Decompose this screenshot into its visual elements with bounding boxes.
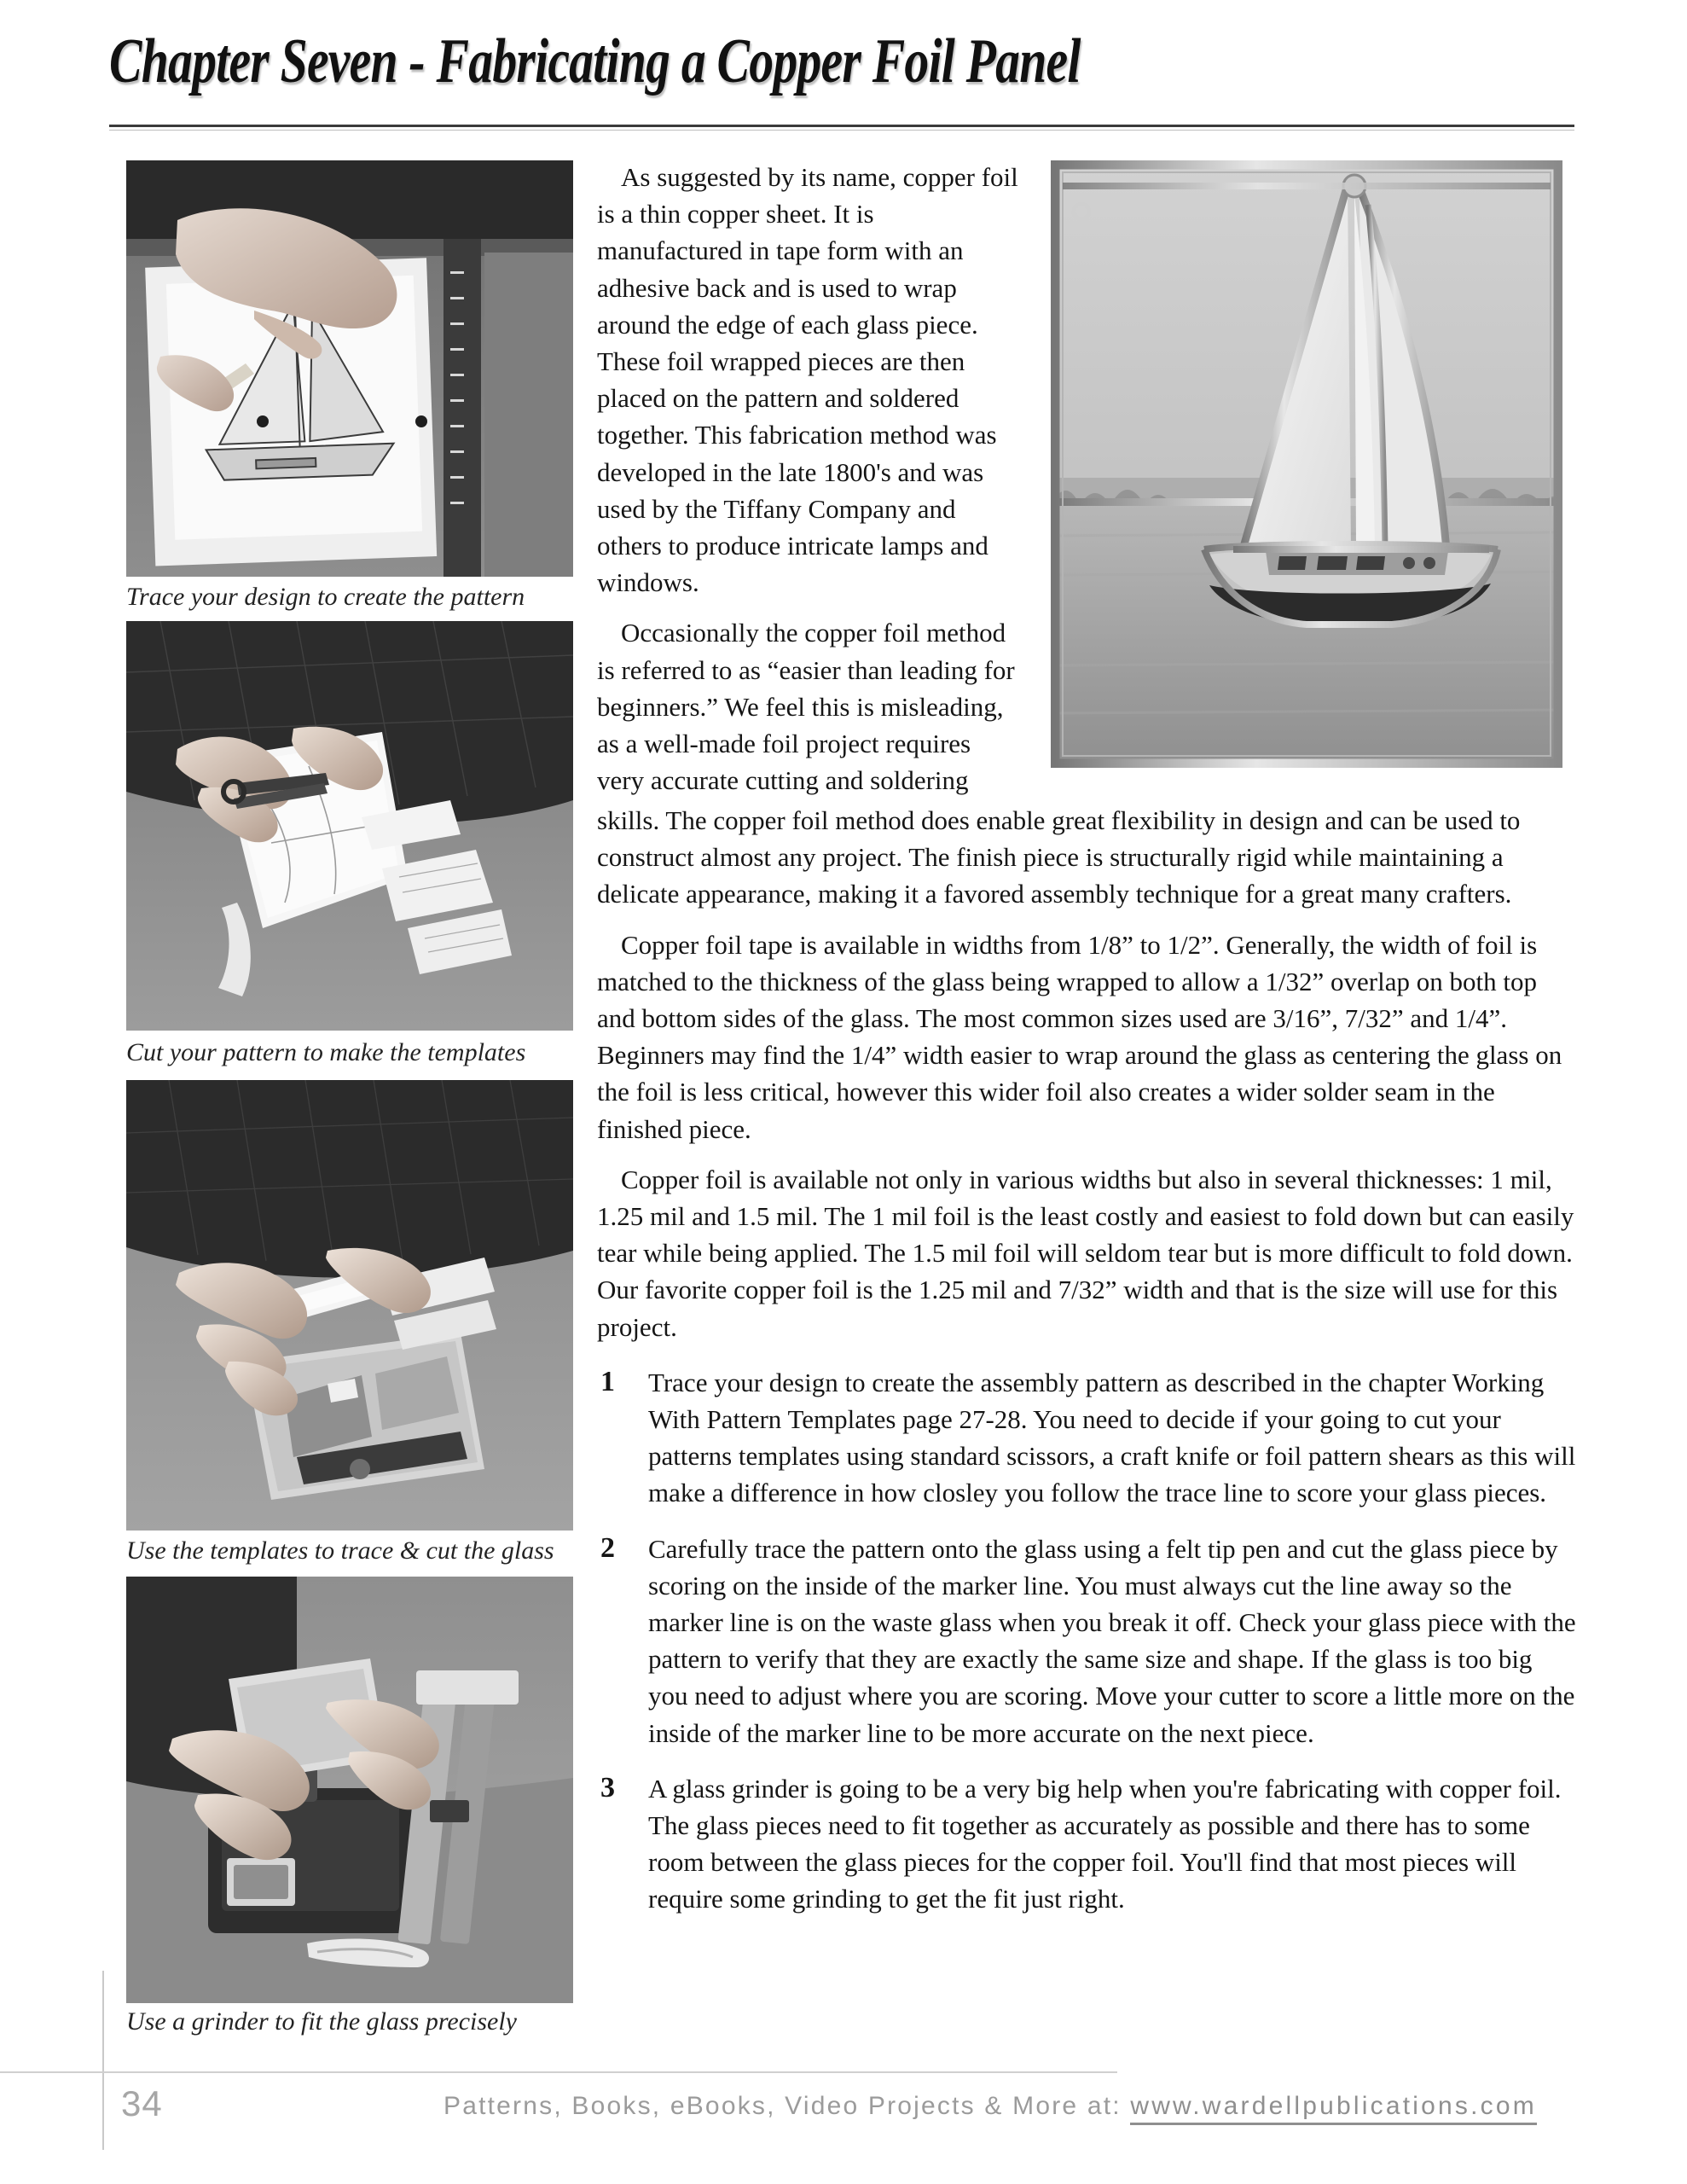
caption-photo-cut: Cut your pattern to make the templates xyxy=(126,1038,526,1066)
footer-vertical-rule xyxy=(102,1971,104,2150)
step-number: 1 xyxy=(600,1365,615,1397)
footer-url-link[interactable]: www.wardellpublications.com xyxy=(1130,2092,1537,2125)
photo-finished-panel xyxy=(1051,160,1562,768)
caption-photo-trace: Trace your design to create the pattern xyxy=(126,583,525,611)
title-divider-shadow xyxy=(109,130,1574,131)
title-divider xyxy=(109,125,1574,127)
step-number: 2 xyxy=(600,1531,615,1564)
photo-templates-illustration xyxy=(126,1080,573,1531)
paragraph-intro: As suggested by its name, copper foil is a thin copper sheet. It is manufactured in tape form with an adhesive back and is used to wrap around the edge of each glass piece. These foil wrapped pieces are then placed on the pattern and soldered together. This fabrication method was developed in the late 1800's and was used by the Tiffany Company and others to produce intricate lamps and windows. xyxy=(597,162,1018,598)
body-column-wide xyxy=(597,802,1576,1918)
photo-use-templates xyxy=(126,1080,573,1531)
footer-divider xyxy=(0,2071,1117,2073)
page-number: 34 xyxy=(121,2083,163,2123)
paragraph-skills-continued: skills. The copper foil method does enable great flexibility in design and can be used to construct almost any project. The finish piece is structurally rigid while maintaining a delicate appearance, making it a favored assembly technique for a great many crafters. xyxy=(597,805,1521,909)
step-text: A glass grinder is going to be a very big help when you're fabricating with copper foil. The glass pieces need to fit together as accurately as possible and there has to some room between the glass pieces for the copper foil. You'll find that most pieces will require some grinding to get the fit just right. xyxy=(648,1773,1562,1914)
caption-photo-grinder: Use a grinder to fit the glass precisely xyxy=(126,2007,517,2036)
footer-tagline-text: Patterns, Books, eBooks, Video Projects & More at: xyxy=(443,2092,1131,2120)
page-title xyxy=(109,26,1576,119)
step-item xyxy=(597,1364,1576,1512)
step-item xyxy=(597,1770,1576,1918)
caption-photo-templates: Use the templates to trace & cut the glass xyxy=(126,1536,554,1565)
photo-panel-illustration xyxy=(1051,160,1562,768)
step-item xyxy=(597,1531,1576,1751)
paragraph-occasionally: Occasionally the copper foil method is referred to as “easier than leading for beginners.” We feel this is misleading, as a well-made foil project requires very accurate cutting and soldering xyxy=(597,618,1015,796)
photo-trace-illustration xyxy=(126,160,573,577)
step-text: Trace your design to create the assembly pattern as described in the chapter Working With Pattern Templates page 27-28. You need to decide if your going to cut your patterns templates using standard scissors, a craft knife or foil pattern shears as this will make a difference in how closley you follow the trace line to score your glass pieces. xyxy=(648,1367,1576,1508)
step-text: Carefully trace the pattern onto the glass using a felt tip pen and cut the glass piece by scoring on the inside of the marker line. You must always cut the line away so the marker line is on the waste glass when you break it off. Check your glass piece with the pattern to verify that they are exactly the same size and shape. If the glass is too big you need to adjust where you are scoring. Move your cutter to score a little more on the inside of the marker line to be more accurate on the next piece. xyxy=(648,1533,1576,1748)
numbered-steps-list xyxy=(597,1364,1576,1918)
paragraph-tape-widths: Copper foil tape is available in widths from 1/8” to 1/2”. Generally, the width of foil is matched to the thickness of the glass being wrapped to allow a 1/32” overlap on both top and bottom sides of the glass. The most common sizes used are 3/16”, 7/32” and 1/4”. Beginners may find the 1/4” width easier to wrap around the glass as centering the glass on the foil is less critical, however this wider foil also creates a wider solder seam in the finished piece. xyxy=(597,929,1562,1144)
body-column-narrow xyxy=(597,159,1023,799)
paragraph-thicknesses: Copper foil is available not only in various widths but also in several thicknesses: 1 mil, 1.25 mil and 1.5 mil. The 1 mil foil is the least costly and easiest to fold down but can easily tear while being applied. The 1.5 mil foil will seldom tear but is more difficult to fold down. Our favorite copper foil is the 1.25 mil and 7/32” width and that is the size will use for this project. xyxy=(597,1164,1574,1342)
footer-tagline xyxy=(443,2092,1586,2121)
photo-grinder xyxy=(126,1577,573,2003)
step-number: 3 xyxy=(600,1771,615,1804)
photo-grinder-illustration xyxy=(126,1577,573,2003)
photo-cut-pattern xyxy=(126,621,573,1031)
photo-cut-illustration xyxy=(126,621,573,1031)
chapter-title-text: Chapter Seven - Fabricating a Copper Foil Panel xyxy=(109,26,1081,96)
photo-trace-design xyxy=(126,160,573,577)
